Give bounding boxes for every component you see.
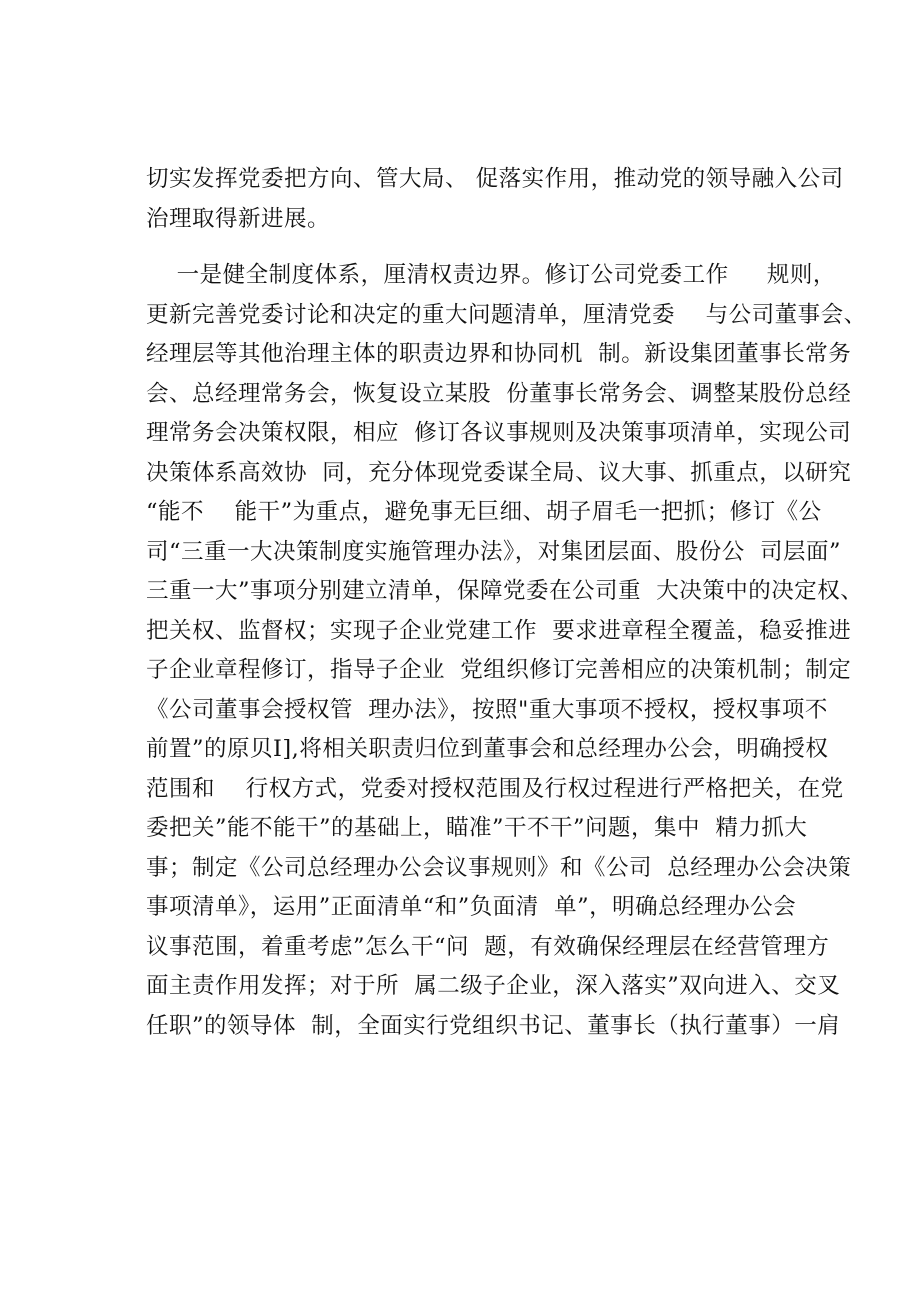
text-line-4: 更新完善党委讨论和决定的重大问题清单，厘清党委 与公司董事会、: [146, 301, 867, 328]
text-line-22: 任职”的领导体 制，全面实行党组织书记、董事长（执行董事）一肩: [146, 1012, 841, 1039]
text-line-9: “能不 能干”为重点，避免事无巨细、胡子眉毛一把抓；修订《公: [146, 499, 822, 525]
text-line-5: 经理层等其他治理主体的职责边界和协同机 制。新设集团董事长常务: [146, 341, 852, 367]
text-line-19: 事项清单》，运用”正面清单“和”负面清 单”，明确总经理办公会: [146, 894, 797, 920]
text-line-17: 委把关”能不能干”的基础上，瞄准”干不干”问题，集中 精力抓大: [146, 815, 808, 841]
text-line-21: 面主责作用发挥；对于所 属二级子企业，深入落实”双向进入、交叉: [146, 973, 841, 999]
text-line-18: 事；制定《公司总经理办公会议事规则》和《公司 总经理办公会决策: [146, 854, 852, 881]
text-line-6: 会、总经理常务会，恢复设立某股 份董事长常务会、调整某股份总经: [146, 380, 852, 407]
text-line-2: 治理取得新进展。: [146, 205, 331, 232]
text-line-12: 把关权、监督权；实现子企业党建工作 要求进章程全覆盖，稳妥推进: [146, 617, 852, 644]
text-line-11: 三重一大”事项分别建立清单，保障党委在公司重 大决策中的决定权、: [146, 578, 864, 604]
text-line-16: 范围和 行权方式，党委对授权范围及行权过程进行严格把关，在党: [146, 775, 844, 802]
text-line-7: 理常务会决策权限，相应 修订各议事规则及决策事项清单，实现公司: [146, 420, 852, 446]
body-text: [146, 160, 867, 1046]
text-line-3: 一是健全制度体系，厘清权责边界。修订公司党委工作 规则，: [146, 262, 836, 288]
text-line-14: 《公司董事会授权管 理办法》，按照"重大事项不授权，授权事项不: [146, 696, 828, 723]
text-line-8: 决策体系高效协 同，充分体现党委谋全局、议大事、抓重点，以研究: [146, 459, 852, 486]
text-line-13: 子企业章程修订，指导子企业 党组织修订完善相应的决策机制；制定: [146, 657, 852, 683]
text-line-10: 司“三重一大决策制度实施管理办法》，对集团层面、股份公 司层面”: [146, 538, 842, 565]
text-line-20: 议事范围，着重考虑”怎么干“问 题，有效确保经理层在经营管理方: [146, 933, 830, 960]
text-line-1: 切实发挥党委把方向、管大局、 促落实作用，推动党的领导融入公司: [146, 166, 844, 192]
text-line-15: 前置”的原贝I],将相关职责归位到董事会和总经理办公会，明确授权: [146, 736, 829, 762]
